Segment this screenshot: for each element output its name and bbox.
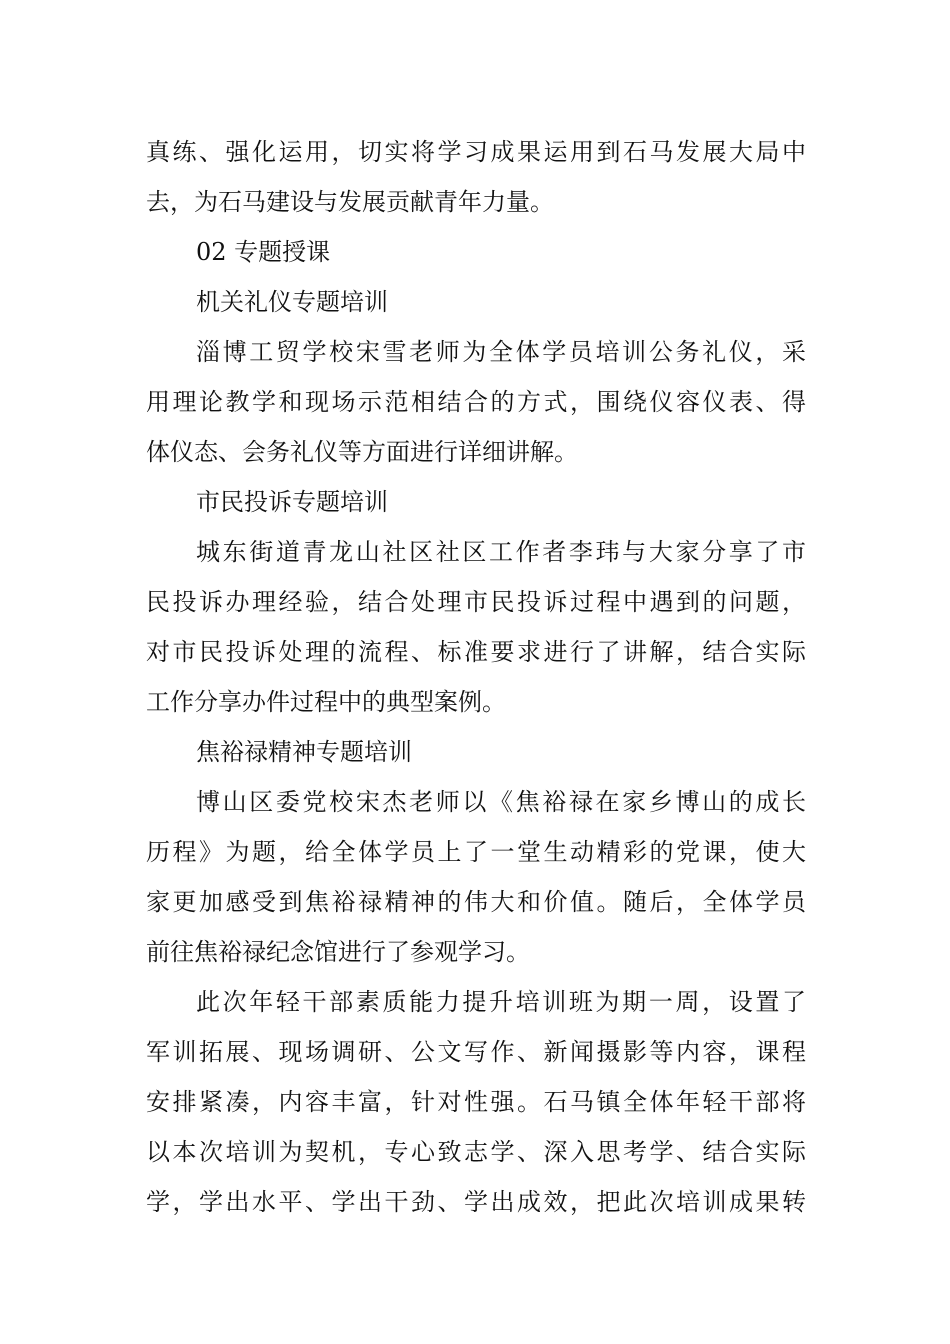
text-line: 用理论教学和现场示范相结合的方式，围绕仪容仪表、得 bbox=[146, 388, 806, 416]
text-line: 以本次培训为契机，专心致志学、深入思考学、结合实际 bbox=[146, 1138, 806, 1166]
text-line: 军训拓展、现场调研、公文写作、新闻摄影等内容，课程 bbox=[146, 1038, 806, 1066]
subsection-heading: 机关礼仪专题培训 bbox=[196, 288, 388, 316]
text-line: 民投诉办理经验，结合处理市民投诉过程中遇到的问题， bbox=[146, 588, 806, 616]
text-line: 真练、强化运用，切实将学习成果运用到石马发展大局中 bbox=[146, 138, 806, 166]
text-line: 工作分享办件过程中的典型案例。 bbox=[146, 688, 506, 716]
text-line: 体仪态、会务礼仪等方面进行详细讲解。 bbox=[146, 438, 578, 466]
text-line: 学，学出水平、学出干劲、学出成效，把此次培训成果转 bbox=[146, 1188, 806, 1216]
subsection-heading: 焦裕禄精神专题培训 bbox=[196, 738, 412, 766]
text-line: 此次年轻干部素质能力提升培训班为期一周，设置了 bbox=[196, 988, 806, 1016]
text-line: 历程》为题，给全体学员上了一堂生动精彩的党课，使大 bbox=[146, 838, 806, 866]
text-line: 前往焦裕禄纪念馆进行了参观学习。 bbox=[146, 938, 530, 966]
subsection-heading: 市民投诉专题培训 bbox=[196, 488, 388, 516]
text-line: 博山区委党校宋杰老师以《焦裕禄在家乡博山的成长 bbox=[196, 788, 806, 816]
section-heading: 02 专题授课 bbox=[196, 238, 331, 266]
text-line: 安排紧凑，内容丰富，针对性强。石马镇全体年轻干部将 bbox=[146, 1088, 806, 1116]
text-line: 去，为石马建设与发展贡献青年力量。 bbox=[146, 188, 554, 216]
text-line: 对市民投诉处理的流程、标准要求进行了讲解，结合实际 bbox=[146, 638, 806, 666]
text-line: 城东街道青龙山社区社区工作者李玮与大家分享了市 bbox=[196, 538, 806, 566]
text-line: 淄博工贸学校宋雪老师为全体学员培训公务礼仪，采 bbox=[196, 338, 806, 366]
text-line: 家更加感受到焦裕禄精神的伟大和价值。随后，全体学员 bbox=[146, 888, 806, 916]
